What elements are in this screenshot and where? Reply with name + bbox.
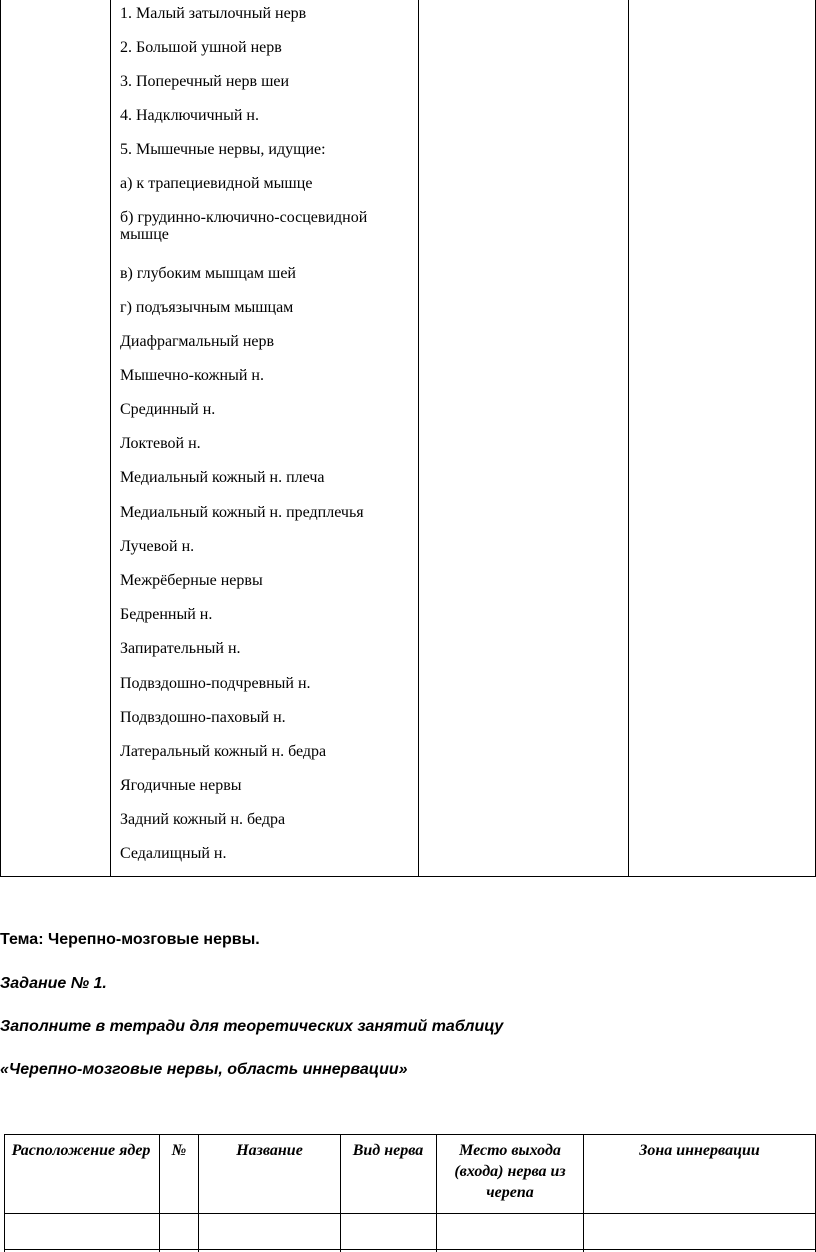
list-item: Диафрагмальный нерв — [120, 333, 275, 350]
list-item: Подвздошно-подчревный н. — [120, 675, 311, 692]
table-column-divider — [418, 0, 419, 877]
list-item: 4. Надключичный н. — [120, 107, 259, 124]
header-exit-location: Место выхода (входа) нерва из черепа — [454, 1142, 566, 1201]
table-border-left — [4, 1134, 5, 1252]
list-item: Межрёберные нервы — [120, 572, 263, 589]
table-border-top — [4, 1134, 816, 1135]
table-row-divider — [4, 1213, 816, 1214]
header-nuclei-location: Расположение ядер — [11, 1142, 151, 1159]
list-item: 3. Поперечный нерв шеи — [120, 73, 290, 90]
list-item: Латеральный кожный н. бедра — [120, 743, 327, 760]
list-item: б) грудинно-ключично-сосцевидной мышце — [120, 209, 368, 243]
list-item: Подвздошно-паховый н. — [120, 709, 286, 726]
cranial-nerves-table — [0, 1134, 816, 1252]
list-item: Медиальный кожный н. предплечья — [120, 504, 364, 521]
table-column-divider — [436, 1134, 437, 1252]
list-item: Лучевой н. — [120, 538, 195, 555]
list-item: а) к трапециевидной мышце — [120, 175, 313, 192]
table-border-bottom — [4, 1249, 816, 1250]
task-title: Задание № 1. — [0, 975, 107, 992]
task-instruction: Заполните в тетради для теоретических занятий таблицу — [0, 1018, 504, 1035]
table-name: «Черепно-мозговые нервы, область иннервации» — [0, 1061, 408, 1078]
header-number: № — [171, 1142, 187, 1159]
topic-title: Тема: Черепно-мозговые нервы. — [0, 931, 260, 948]
list-item: 5. Мышечные нервы, идущие: — [120, 141, 326, 158]
table-column-divider — [583, 1134, 584, 1252]
list-item: Локтевой н. — [120, 435, 201, 452]
table-column-divider — [628, 0, 629, 877]
list-item: Срединный н. — [120, 401, 216, 418]
table-column-divider — [198, 1134, 199, 1252]
table-border-left — [0, 0, 1, 877]
header-nerve-type: Вид нерва — [352, 1142, 424, 1159]
table-column-divider — [110, 0, 111, 877]
table-border-bottom — [0, 876, 816, 877]
list-item: 1. Малый затылочный нерв — [120, 5, 307, 22]
list-item: Бедренный н. — [120, 606, 213, 623]
list-item: г) подъязычным мышцам — [120, 299, 294, 316]
header-name: Название — [236, 1142, 303, 1159]
list-item: Ягодичные нервы — [120, 777, 242, 794]
list-item: Задний кожный н. бедра — [120, 811, 286, 828]
header-innervation-zone: Зона иннервации — [639, 1142, 760, 1159]
list-item: Мышечно-кожный н. — [120, 367, 264, 384]
list-item: Запирательный н. — [120, 640, 241, 657]
table-column-divider — [159, 1134, 160, 1252]
list-item: Седалищный н. — [120, 845, 227, 862]
list-item: 2. Большой ушной нерв — [120, 39, 282, 56]
list-item: в) глубоким мышцам шей — [120, 265, 296, 282]
list-item: Медиальный кожный н. плеча — [120, 469, 325, 486]
